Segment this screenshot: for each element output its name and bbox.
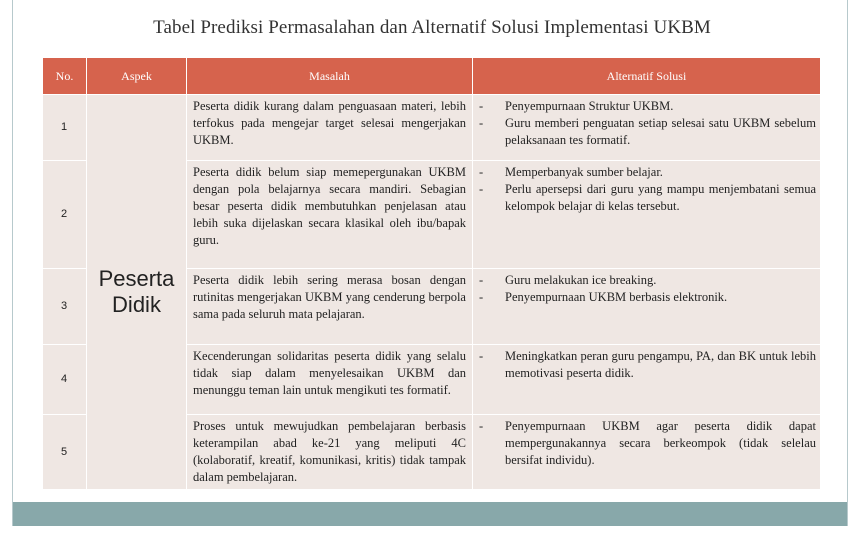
prediction-table [42,57,821,490]
solusi-item: - Guru melakukan ice breaking. [477,272,816,289]
aspek-cell [87,95,187,490]
header-masalah: Masalah [187,58,473,95]
masalah-cell: Peserta didik belum siap memepergunakan UKBM dengan pola belajarnya secara mandiri. Sebagian besar peserta didik membutuhkan penjelasan atau lebih suka dijelaskan secara klasikal oleh ibu/bapak guru. [187,161,473,269]
solusi-item: - Meningkatkan peran guru pengampu, PA, dan BK untuk lebih memotivasi peserta didik. [477,348,816,382]
solusi-item: - Penyempurnaan Struktur UKBM. [477,98,816,115]
solusi-cell [473,415,821,490]
masalah-cell: Kecenderungan solidaritas peserta didik yang selalu tidak siap dalam menyelesaikan UKBM dan menunggu teman lain untuk mengikuti tes formatif. [187,345,473,415]
solusi-item: - Penyempurnaan UKBM berbasis elektronik. [477,289,816,306]
solusi-cell [473,161,821,269]
bottom-bar [13,502,847,526]
table-row [43,95,821,161]
masalah-cell: Peserta didik lebih sering merasa bosan dengan rutinitas mengerjakan UKBM yang cenderung berpola sama pada seluruh mata pelajaran. [187,269,473,345]
row-number: 5 [43,415,87,490]
header-aspek: Aspek [87,58,187,95]
page-title: Tabel Prediksi Permasalahan dan Alternatif Solusi Implementasi UKBM [153,17,711,38]
solusi-item: - Perlu apersepsi dari guru yang mampu menjembatani semua kelompok belajar di kelas tersebut. [477,181,816,215]
masalah-cell: Peserta didik kurang dalam penguasaan materi, lebih terfokus pada mengejar target selesai mengerjakan UKBM. [187,95,473,161]
solusi-cell [473,95,821,161]
solusi-cell [473,345,821,415]
header-no: No. [43,58,87,95]
aspek-label: Peserta Didik [98,266,175,317]
row-number: 3 [43,269,87,345]
row-number: 2 [43,161,87,269]
solusi-item: - Penyempurnaan UKBM agar peserta didik dapat mempergunakannya secara berkeompok (tidak selelau bersifat individu). [477,418,816,469]
table-header-row [43,58,821,95]
header-solusi: Alternatif Solusi [473,58,821,95]
solusi-item: - Guru memberi penguatan setiap selesai satu UKBM sebelum pelaksanaan tes formatif. [477,115,816,149]
solusi-item: - Memperbanyak sumber belajar. [477,164,816,181]
row-number: 1 [43,95,87,161]
row-number: 4 [43,345,87,415]
masalah-cell: Proses untuk mewujudkan pembelajaran berbasis keterampilan abad ke-21 yang meliputi 4C (kolaboratif, kreatif, komunikasi, kritis) tidak tampak dalam pembelajaran. [187,415,473,490]
solusi-cell [473,269,821,345]
